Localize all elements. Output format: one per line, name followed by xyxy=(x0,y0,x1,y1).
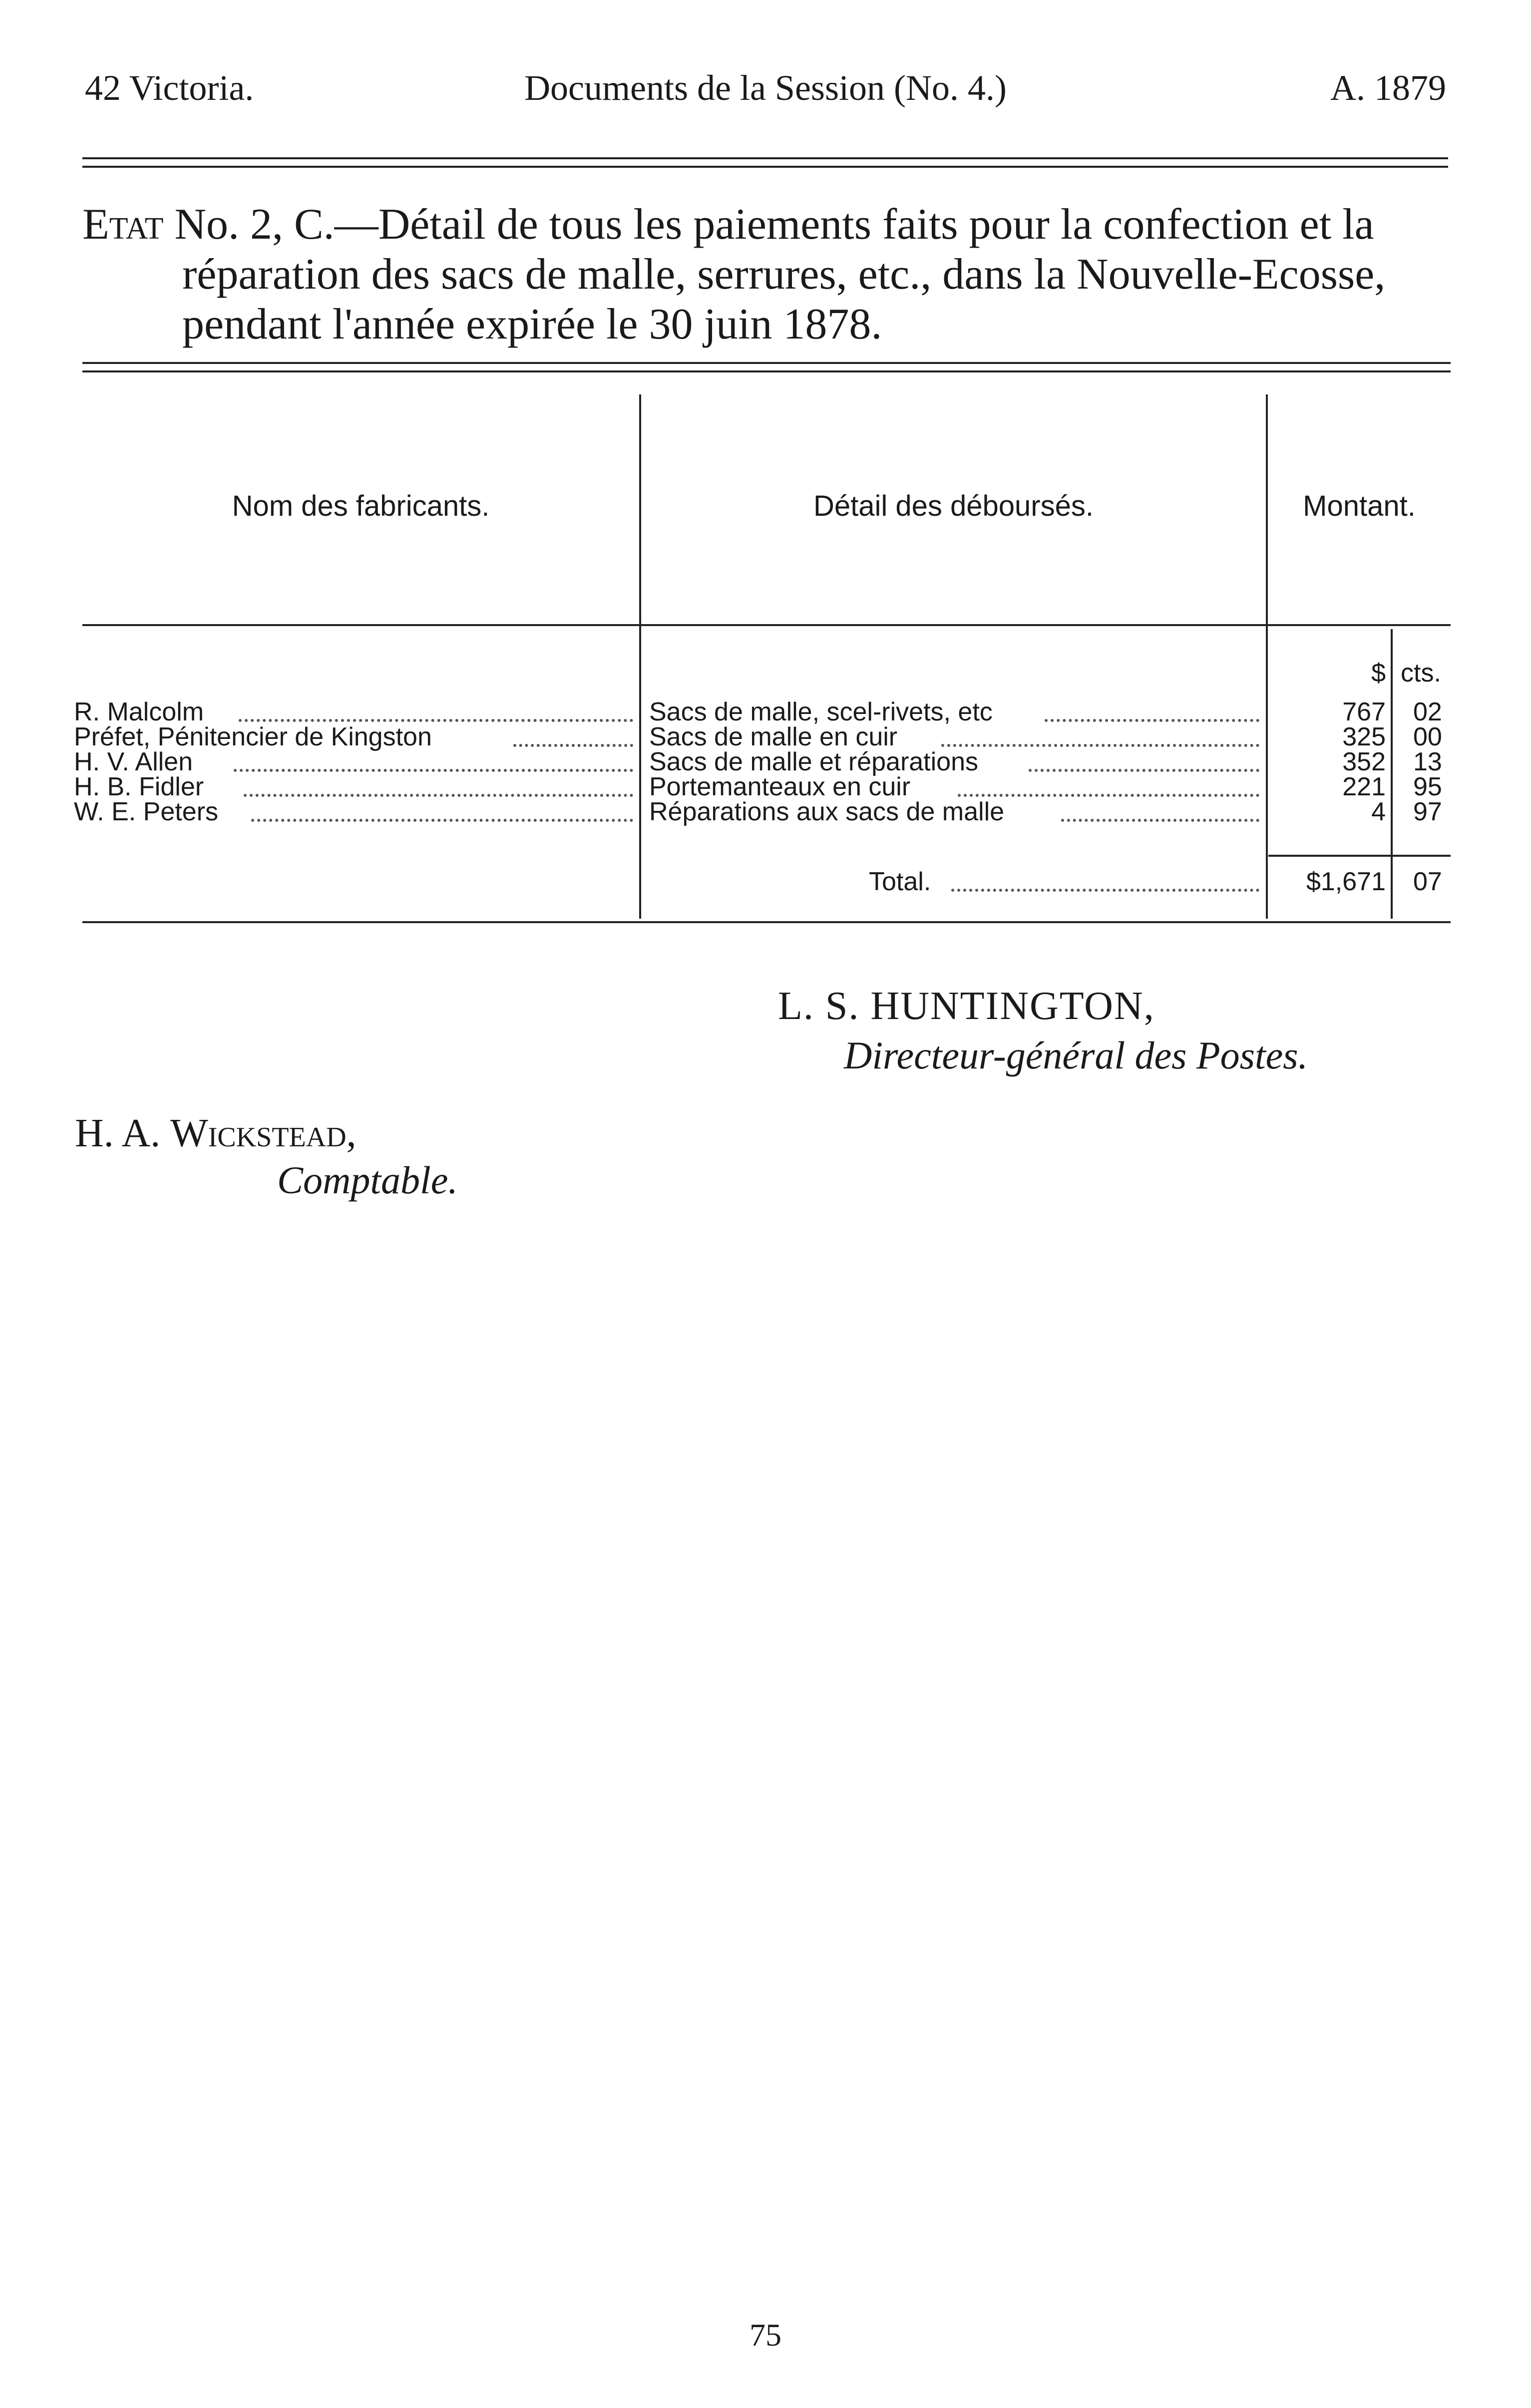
running-head-left: 42 Victoria. xyxy=(85,68,254,108)
row-2-name-leader xyxy=(513,744,633,747)
accountant-name xyxy=(75,1113,357,1153)
row-2-name: Préfet, Pénitencier de Kingston xyxy=(74,722,432,751)
row-5-name: W. E. Peters xyxy=(74,797,218,826)
running-head-center: Documents de la Session (No. 4.) xyxy=(524,68,1007,108)
accountant-surname: Wickstead, xyxy=(170,1111,357,1155)
column-divider-2 xyxy=(1266,394,1268,919)
page-number: 75 xyxy=(750,2317,781,2353)
row-2-detail: Sacs de malle en cuir xyxy=(649,722,898,751)
row-4-dollars: 221 xyxy=(1342,772,1386,801)
running-head-right: A. 1879 xyxy=(1330,68,1446,108)
currency-header: $ xyxy=(1371,659,1386,688)
header-detail: Détail des déboursés. xyxy=(813,490,1094,522)
statement-text-line3: pendant l'année expirée le 30 juin 1878. xyxy=(182,300,882,348)
row-1-detail-leader xyxy=(1045,719,1259,722)
row-4-name-leader xyxy=(244,794,633,797)
statement-text-line2: réparation des sacs de malle, serrures, etc., dans la Nouvelle-Ecosse, xyxy=(182,250,1386,299)
table-top-rule-2 xyxy=(82,370,1451,372)
row-5-detail: Réparations aux sacs de malle xyxy=(649,797,1005,826)
table-top-rule-1 xyxy=(82,362,1451,364)
statement-number: No. 2, C. xyxy=(174,200,335,249)
row-3-cents: 13 xyxy=(1413,747,1442,776)
row-2-cents: 00 xyxy=(1413,722,1442,751)
accountant-initials: H. A. xyxy=(75,1111,171,1155)
statement-text-line1: —Détail de tous les paiements faits pour la confection et la xyxy=(334,200,1374,249)
row-5-detail-leader xyxy=(1061,819,1259,822)
row-5-cents: 97 xyxy=(1413,797,1442,826)
row-4-cents: 95 xyxy=(1413,772,1442,801)
row-5-name-leader xyxy=(251,819,633,822)
row-3-name-leader xyxy=(234,769,633,772)
row-4-detail-leader xyxy=(958,794,1259,797)
header-rule-top xyxy=(82,157,1448,159)
header-rule-bottom xyxy=(82,166,1448,168)
header-name: Nom des fabricants. xyxy=(232,490,490,522)
total-cents: 07 xyxy=(1413,867,1442,896)
statement-label: Etat xyxy=(82,200,164,249)
director-title: Directeur-général des Postes. xyxy=(844,1033,1308,1077)
statement-title xyxy=(82,200,1531,349)
row-2-detail-leader xyxy=(941,744,1259,747)
row-1-cents: 02 xyxy=(1413,697,1442,726)
total-dollars: $1,671 xyxy=(1306,867,1386,896)
row-4-detail: Portemanteaux en cuir xyxy=(649,772,911,801)
total-label: Total. xyxy=(869,867,931,896)
director-name: L. S. HUNTINGTON, xyxy=(778,984,1155,1028)
row-1-name: R. Malcolm xyxy=(74,697,204,726)
table-bottom-rule xyxy=(82,921,1451,923)
column-divider-1 xyxy=(639,394,641,919)
row-2-dollars: 325 xyxy=(1342,722,1386,751)
cents-divider xyxy=(1391,629,1393,919)
row-3-detail-leader xyxy=(1029,769,1259,772)
row-4-name: H. B. Fidler xyxy=(74,772,204,801)
cents-header: cts. xyxy=(1401,659,1441,688)
total-rule xyxy=(1268,855,1451,857)
row-5-dollars: 4 xyxy=(1371,797,1386,826)
row-3-detail: Sacs de malle et réparations xyxy=(649,747,979,776)
accountant-title: Comptable. xyxy=(277,1158,458,1202)
row-1-name-leader xyxy=(239,719,633,722)
row-1-dollars: 767 xyxy=(1342,697,1386,726)
table-header-rule xyxy=(82,624,1451,626)
row-1-detail: Sacs de malle, scel-rivets, etc xyxy=(649,697,993,726)
row-3-dollars: 352 xyxy=(1342,747,1386,776)
total-leader xyxy=(951,889,1259,892)
row-3-name: H. V. Allen xyxy=(74,747,193,776)
header-amount: Montant. xyxy=(1303,490,1416,522)
